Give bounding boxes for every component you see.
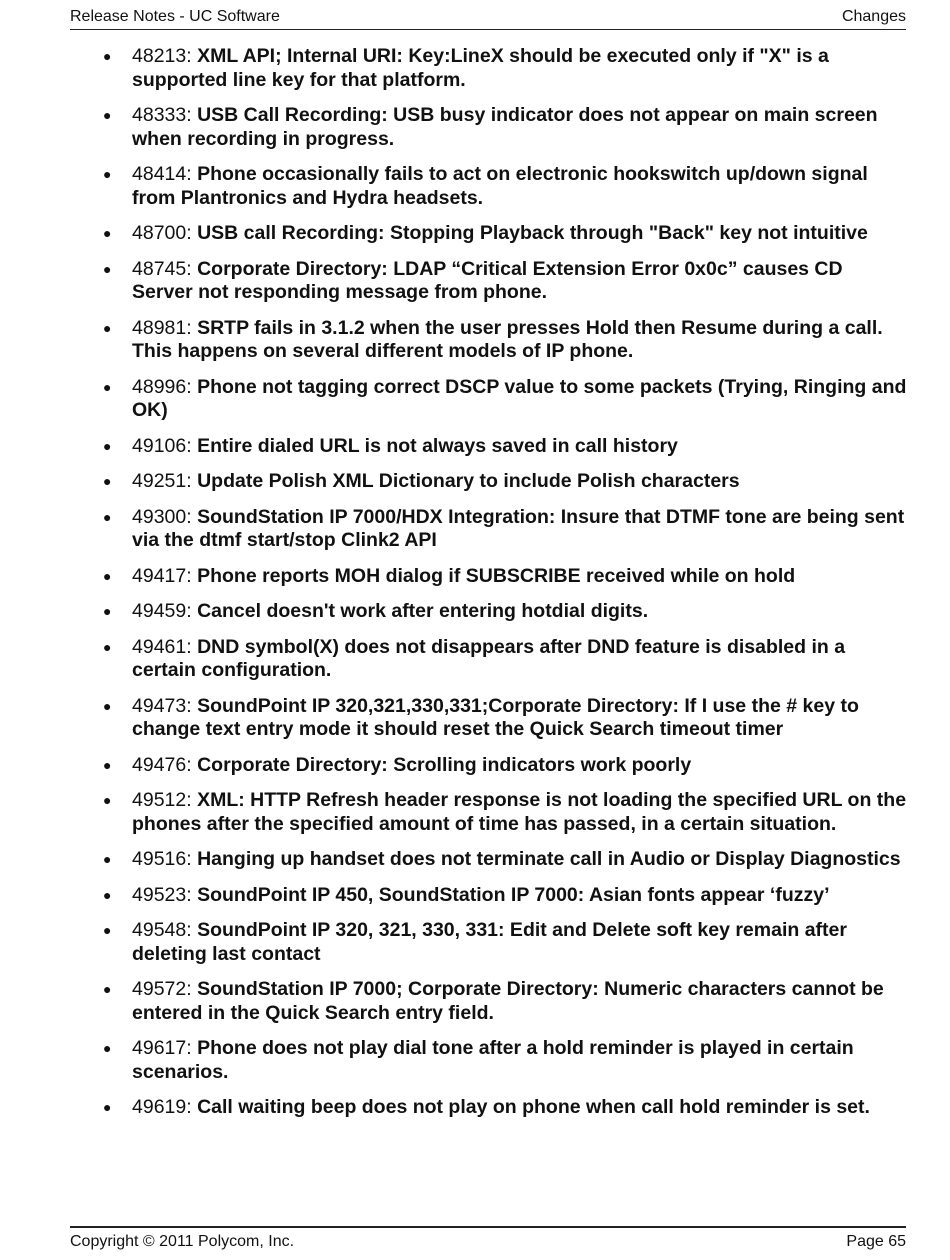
issue-separator: : <box>186 434 198 457</box>
bullet-icon: ● <box>103 922 112 938</box>
issue-id: 49512 <box>132 789 187 811</box>
issue-separator: : <box>186 505 198 528</box>
list-item <box>103 317 908 364</box>
issue-description: USB Call Recording: USB busy indicator does not appear on main screen when recording in progress. <box>132 104 878 150</box>
issue-description: Phone occasionally fails to act on electronic hookswitch up/down signal from Plantronics and Hydra headsets. <box>132 163 868 209</box>
bullet-icon: ● <box>103 437 112 454</box>
issue-description: Hanging up handset does not terminate call in Audio or Display Diagnostics <box>197 848 901 870</box>
bullet-icon: ● <box>103 981 112 997</box>
list-item <box>103 695 908 742</box>
issue-id: 49476 <box>132 753 187 776</box>
issue-description: SoundStation IP 7000; Corporate Directory: Numeric characters cannot be entered in the Quick Search entry field. <box>132 978 884 1024</box>
issue-separator: : <box>186 375 198 398</box>
issue-separator: : <box>186 694 198 717</box>
issue-description: SoundStation IP 7000/HDX Integration: Insure that DTMF tone are being sent via the dtmf start/stop Clink2 API <box>132 505 905 551</box>
issue-description: SoundPoint IP 320, 321, 330, 331: Edit and Delete soft key remain after deleting last contact <box>132 919 847 965</box>
issue-description: Phone not tagging correct DSCP value to some packets (Trying, Ringing and OK) <box>132 375 907 421</box>
list-item <box>103 848 908 872</box>
bullet-icon: ● <box>103 697 112 714</box>
bullet-icon: ● <box>103 473 112 489</box>
bullet-icon: ● <box>103 260 112 277</box>
bullet-icon: ● <box>103 567 112 584</box>
list-item <box>103 636 908 683</box>
issue-id: 48996 <box>132 375 187 398</box>
bullet-icon: ● <box>103 508 112 525</box>
issue-id: 49461 <box>132 635 187 658</box>
issue-id: 48213 <box>132 45 187 67</box>
header-section-name: Changes <box>841 8 906 25</box>
page-footer <box>70 1226 906 1250</box>
issue-id: 49473 <box>132 694 187 717</box>
issue-id: 49619 <box>132 1096 187 1118</box>
issue-description: SoundPoint IP 320,321,330,331;Corporate Directory: If I use the # key to change text entry mode it should reset the Quick Search timeout timer <box>132 694 859 740</box>
issue-separator: : <box>186 883 198 906</box>
issue-id: 49459 <box>132 600 187 622</box>
list-item <box>103 789 908 836</box>
issue-separator: : <box>186 919 198 941</box>
issue-separator: : <box>186 635 198 658</box>
list-item <box>103 1037 908 1084</box>
issue-separator: : <box>186 600 198 622</box>
list-item <box>103 435 908 459</box>
bullet-icon: ● <box>103 851 112 867</box>
issue-id: 49106 <box>132 434 187 457</box>
list-item <box>103 600 908 624</box>
list-item <box>103 1096 908 1120</box>
issue-separator: : <box>186 1037 198 1059</box>
issue-separator: : <box>186 789 198 811</box>
bullet-icon: ● <box>103 107 112 123</box>
list-item <box>103 919 908 966</box>
list-item <box>103 884 908 908</box>
issue-separator: : <box>186 1096 198 1118</box>
issue-id: 48745 <box>132 257 187 280</box>
list-item <box>103 565 908 589</box>
issue-description: Phone does not play dial tone after a hold reminder is played in certain scenarios. <box>132 1037 854 1083</box>
bullet-icon: ● <box>103 166 112 182</box>
bullet-icon: ● <box>103 792 112 808</box>
list-item <box>103 258 908 305</box>
issue-description: Update Polish XML Dictionary to include Polish characters <box>197 470 740 492</box>
issue-separator: : <box>186 978 198 1000</box>
issue-separator: : <box>186 163 198 185</box>
issue-description: Entire dialed URL is not always saved in call history <box>197 434 678 457</box>
footer-copyright: Copyright © 2011 Polycom, Inc. <box>70 1233 295 1250</box>
issue-id: 49548 <box>132 919 187 941</box>
list-item <box>103 222 908 246</box>
list-item <box>103 506 908 553</box>
issue-list <box>103 45 908 1132</box>
issue-description: XML API; Internal URI: Key:LineX should be executed only if "X" is a supported line key for that platform. <box>132 45 829 91</box>
issue-separator: : <box>186 45 198 67</box>
issue-separator: : <box>186 848 198 870</box>
issue-separator: : <box>186 564 198 587</box>
bullet-icon: ● <box>103 756 112 773</box>
bullet-icon: ● <box>103 225 112 241</box>
bullet-icon: ● <box>103 638 112 655</box>
issue-id: 49251 <box>132 470 187 492</box>
issue-id: 49523 <box>132 883 187 906</box>
issue-id: 49516 <box>132 848 187 870</box>
issue-description: SRTP fails in 3.1.2 when the user presses Hold then Resume during a call. This happens on several different models of IP phone. <box>132 316 883 362</box>
issue-separator: : <box>186 470 198 492</box>
list-item <box>103 978 908 1025</box>
issue-id: 49617 <box>132 1037 187 1059</box>
issue-description: Phone reports MOH dialog if SUBSCRIBE received while on hold <box>197 564 796 587</box>
issue-id: 48414 <box>132 163 187 185</box>
issue-separator: : <box>186 753 198 776</box>
issue-separator: : <box>186 104 198 126</box>
bullet-icon: ● <box>103 48 112 64</box>
issue-description: USB call Recording: Stopping Playback through "Back" key not intuitive <box>197 222 868 244</box>
issue-description: Corporate Directory: LDAP “Critical Extension Error 0x0c” causes CD Server not responding message from phone. <box>132 257 843 303</box>
bullet-icon: ● <box>103 1099 112 1115</box>
bullet-icon: ● <box>103 378 112 395</box>
list-item <box>103 163 908 210</box>
issue-separator: : <box>186 316 198 339</box>
issue-id: 49572 <box>132 978 187 1000</box>
issue-id: 48700 <box>132 222 187 244</box>
header-document-title: Release Notes - UC Software <box>70 8 280 25</box>
issue-id: 48981 <box>132 316 187 339</box>
issue-description: Call waiting beep does not play on phone when call hold reminder is set. <box>197 1096 870 1118</box>
footer-page-number: Page 65 <box>846 1233 906 1250</box>
list-item <box>103 754 908 778</box>
issue-id: 48333 <box>132 104 187 126</box>
issue-description: XML: HTTP Refresh header response is not loading the specified URL on the phones after the specified amount of time has passed, in a certain situation. <box>132 789 907 835</box>
bullet-icon: ● <box>103 319 112 336</box>
bullet-icon: ● <box>103 603 112 619</box>
bullet-icon: ● <box>103 1040 112 1056</box>
issue-description: Corporate Directory: Scrolling indicators work poorly <box>197 753 692 776</box>
issue-description: DND symbol(X) does not disappears after DND feature is disabled in a certain configuration. <box>132 635 846 681</box>
issue-description: Cancel doesn't work after entering hotdial digits. <box>197 600 649 622</box>
list-item <box>103 45 908 92</box>
issue-id: 49300 <box>132 505 187 528</box>
issue-id: 49417 <box>132 564 187 587</box>
list-item <box>103 104 908 151</box>
page-header <box>70 7 906 30</box>
list-item <box>103 470 908 494</box>
bullet-icon: ● <box>103 886 112 903</box>
issue-separator: : <box>186 222 198 244</box>
issue-separator: : <box>186 257 198 280</box>
issue-description: SoundPoint IP 450, SoundStation IP 7000: Asian fonts appear ‘fuzzy’ <box>197 883 830 906</box>
list-item <box>103 376 908 423</box>
